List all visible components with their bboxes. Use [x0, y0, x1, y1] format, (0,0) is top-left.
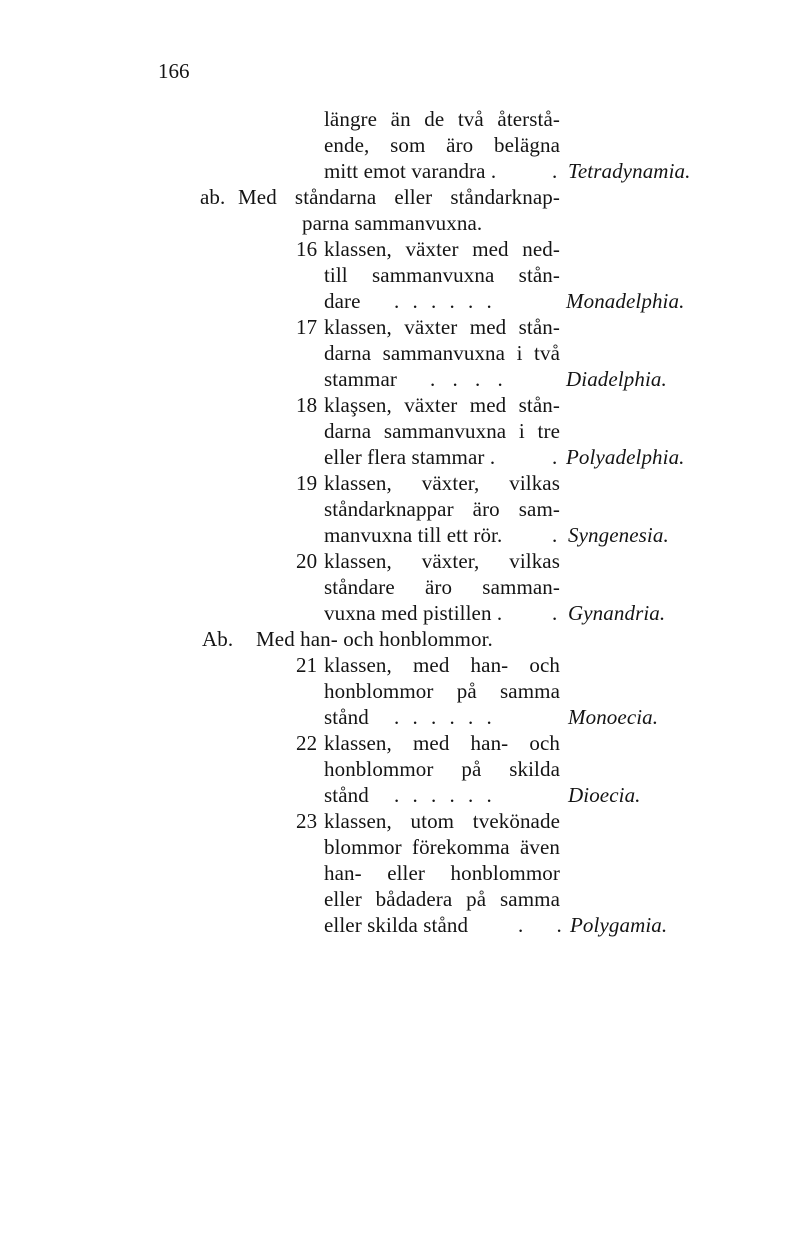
text-line: klaşsen, växter med stån-	[324, 393, 560, 417]
class-name-dioecia: Dioecia.	[568, 783, 641, 807]
class-name-polyadelphia: Polyadelphia.	[566, 445, 685, 469]
text-line: ståndare äro samman-	[324, 575, 560, 599]
text-line: Med han- och honblommor.	[256, 627, 493, 651]
class-name-syngenesia: Syngenesia.	[568, 523, 669, 547]
class-number: 17	[296, 315, 318, 339]
leader-dots: . . . . . .	[394, 705, 496, 729]
class-name-diadelphia: Diadelphia.	[566, 367, 667, 391]
text-line: parna sammanvuxna.	[302, 211, 483, 235]
text-line: stånd	[324, 783, 369, 807]
text-line: stammar	[324, 367, 398, 391]
leader-dots: .	[552, 159, 558, 183]
text-line: eller flera stammar .	[324, 445, 496, 469]
class-number: 22	[296, 731, 318, 755]
class-number: 20	[296, 549, 318, 573]
class-number: 16	[296, 237, 318, 261]
class-number: 18	[296, 393, 318, 417]
class-name-gynandria: Gynandria.	[568, 601, 666, 625]
text-line: stånd	[324, 705, 369, 729]
text-line: klassen, växter med ned-	[324, 237, 560, 261]
class-name-tetradynamia: Tetradynamia.	[568, 159, 691, 183]
text-line: eller bådadera på samma	[324, 887, 560, 911]
text-line: till sammanvuxna stån-	[324, 263, 560, 287]
text-line: vuxna med pistillen .	[324, 601, 503, 625]
text-line: klassen, växter, vilkas	[324, 471, 560, 495]
leader-dots: . . . . . .	[394, 783, 496, 807]
section-label: Ab.	[202, 627, 234, 651]
leader-dots: .	[552, 523, 558, 547]
text-line: darna sammanvuxna i två	[324, 341, 560, 365]
text-line: manvuxna till ett rör.	[324, 523, 503, 547]
text-line: blommor förekomma även	[324, 835, 560, 859]
text-line: ende, som äro belägna	[324, 133, 560, 157]
class-number: 23	[296, 809, 318, 833]
text-line: eller skilda stånd	[324, 913, 469, 937]
leader-dots: .	[552, 445, 558, 469]
leader-dots: .	[552, 601, 558, 625]
text-line: darna sammanvuxna i tre	[324, 419, 560, 443]
text-line: klassen, växter, vilkas	[324, 549, 560, 573]
text-line: dare	[324, 289, 361, 313]
text-line: ståndarknappar äro sam-	[324, 497, 560, 521]
text-line: mitt emot varandra .	[324, 159, 497, 183]
class-name-monoecia: Monoecia.	[568, 705, 659, 729]
class-number: 21	[296, 653, 318, 677]
text-line: honblommor på skilda	[324, 757, 560, 781]
leader-dots: . .	[518, 913, 576, 937]
page-number: 166	[158, 59, 190, 83]
text-line: klassen, utom tvekönade	[324, 809, 560, 833]
text-line: klassen, växter med stån-	[324, 315, 560, 339]
leader-dots: . . . .	[430, 367, 509, 391]
section-label: ab.	[200, 185, 226, 209]
leader-dots: . . . . . .	[394, 289, 496, 313]
class-name-polygamia: Polygamia.	[570, 913, 668, 937]
text-line: klassen, med han- och	[324, 653, 560, 677]
text-line: Med ståndarna eller ståndarknap-	[238, 185, 560, 209]
text-line: han- eller honblommor	[324, 861, 560, 885]
class-number: 19	[296, 471, 318, 495]
text-line: honblommor på samma	[324, 679, 560, 703]
text-line: klassen, med han- och	[324, 731, 560, 755]
class-name-monadelphia: Monadelphia.	[566, 289, 685, 313]
text-line: längre än de två återstå-	[324, 107, 560, 131]
